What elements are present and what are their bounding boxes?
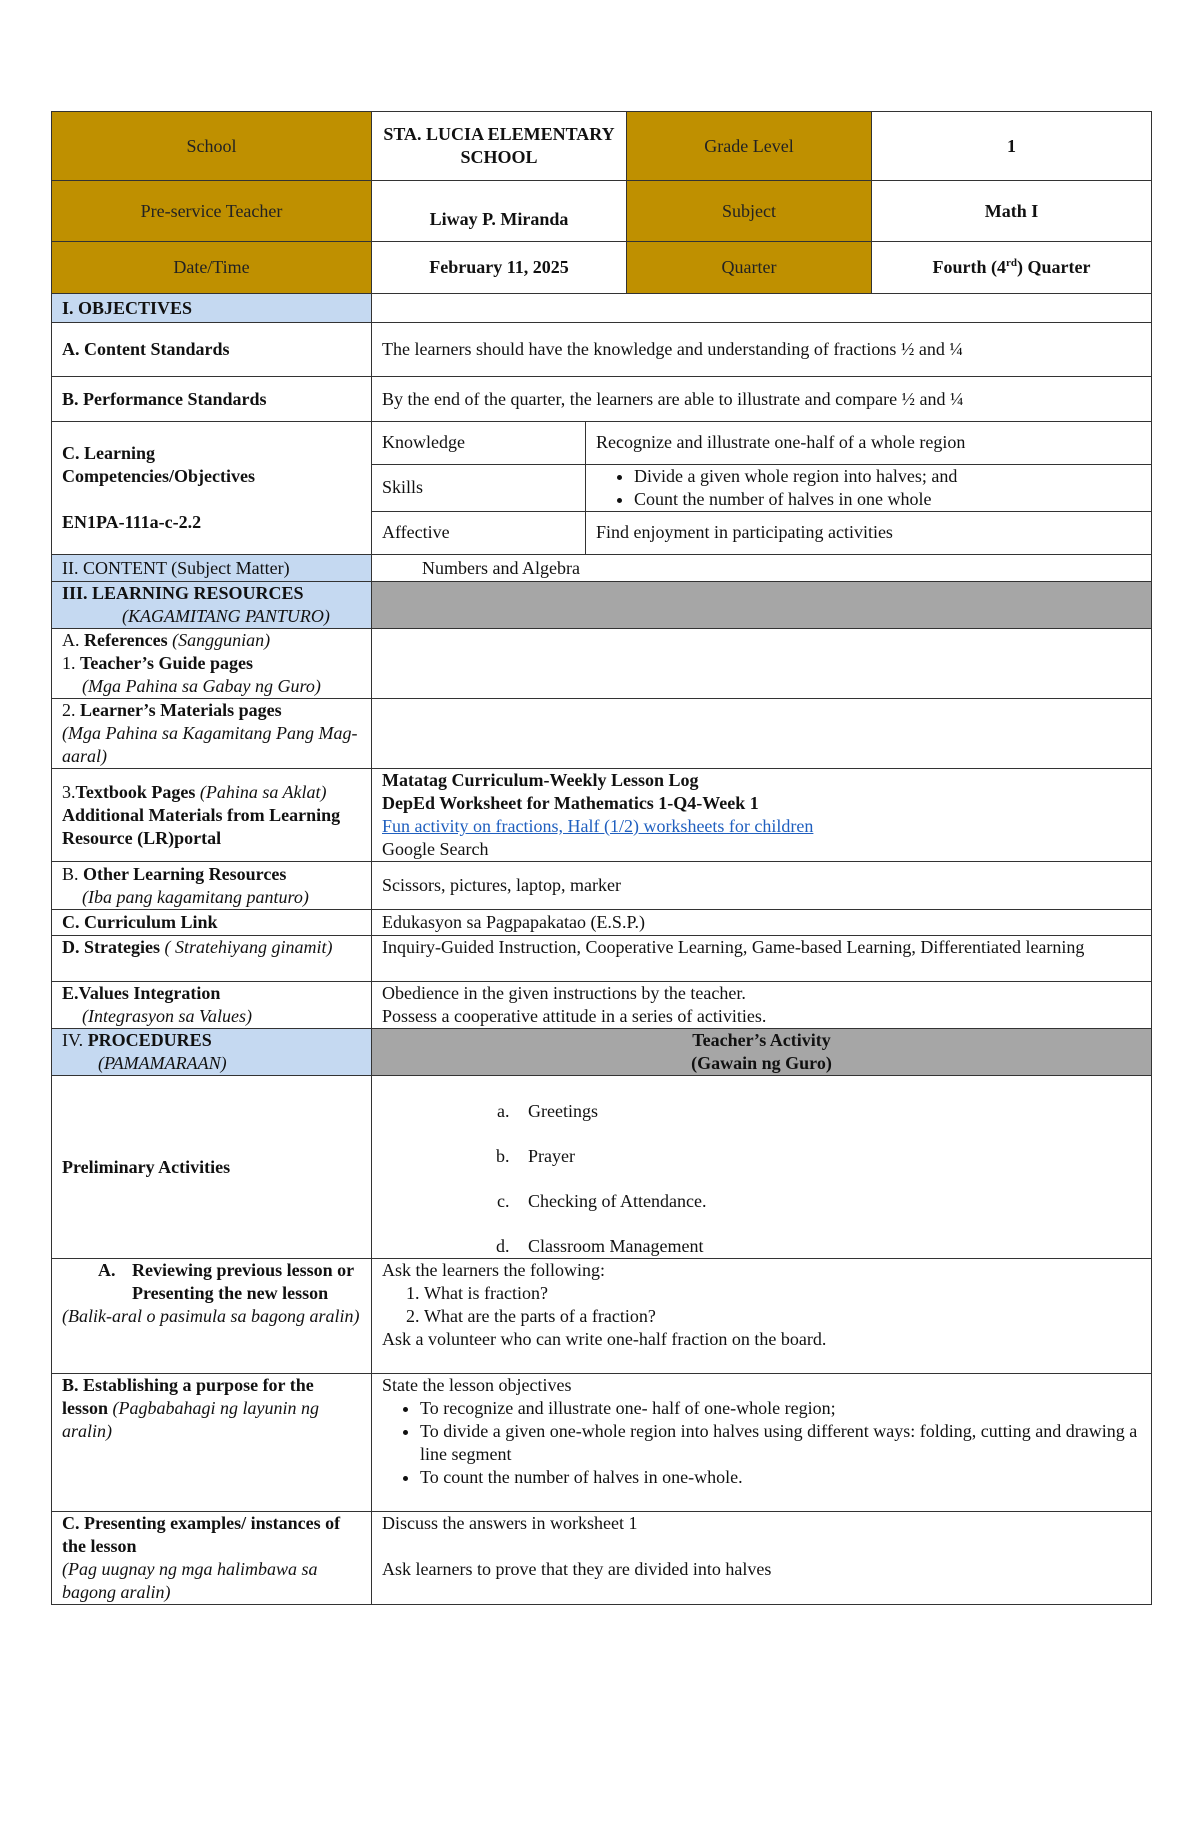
grade-level-label: Grade Level (627, 112, 872, 181)
header-row-teacher (52, 181, 1152, 242)
curriculum-link-label: C. Curriculum Link (52, 910, 372, 936)
competency-code: EN1PA-111a-c-2.2 (62, 512, 202, 532)
learners-materials-label: 2. Learner’s Materials pages (Mga Pahina sa Kagamitang Pang Mag-aaral) (52, 699, 372, 769)
grade-level-value: 1 (872, 112, 1152, 181)
procedures-heading-row (52, 1029, 1152, 1076)
purpose-value: State the lesson objectives • To recognize and illustrate one- half of one-whole region; • To divide a given one-whole region into halves using different ways: folding, cutting and drawing a line segment • To count the number of halves in one-whole. (372, 1374, 1152, 1512)
review-label: A. Reviewing previous lesson or Presenting the new lesson (Balik-aral o pasimula sa bagong aralin) (52, 1259, 372, 1374)
date-value: February 11, 2025 (372, 242, 627, 294)
references-row (52, 629, 1152, 699)
other-resources-row (52, 862, 1152, 910)
textbook-label: 3.Textbook Pages (Pahina sa Aklat) Additional Materials from Learning Resource (LR)portal (52, 769, 372, 862)
teacher-value: Liway P. Miranda (372, 181, 627, 242)
examples-value: Discuss the answers in worksheet 1 Ask learners to prove that they are divided into halves (372, 1512, 1152, 1605)
school-value: STA. LUCIA ELEMENTARY SCHOOL (372, 112, 627, 181)
preliminary-value (372, 1076, 1152, 1259)
preliminary-item: d. Classroom Management (514, 1235, 1141, 1258)
performance-standards-value: By the end of the quarter, the learners are able to illustrate and compare ½ and ¼ (372, 377, 1152, 422)
preliminary-item: a. Greetings (514, 1100, 1141, 1123)
content-standards-value: The learners should have the knowledge and understanding of fractions ½ and ¼ (372, 323, 1152, 377)
worksheet-link[interactable]: Fun activity on fractions, Half (1/2) worksheets for children (382, 816, 814, 836)
date-label: Date/Time (52, 242, 372, 294)
values-integration-value: Obedience in the given instructions by the teacher. Possess a cooperative attitude in a series of activities. (372, 982, 1152, 1029)
curriculum-link-row (52, 910, 1152, 936)
textbook-row (52, 769, 1152, 862)
other-resources-label: B. Other Learning Resources (Iba pang kagamitang panturo) (52, 862, 372, 910)
content-standards-label: A. Content Standards (52, 323, 372, 377)
values-integration-label: E.Values Integration (Integrasyon sa Values) (52, 982, 372, 1029)
performance-standards-row (52, 377, 1152, 422)
purpose-item: • To recognize and illustrate one- half of one-whole region; (420, 1397, 1141, 1420)
knowledge-value: Recognize and illustrate one-half of a whole region (586, 422, 1152, 464)
preliminary-label: Preliminary Activities (52, 1076, 372, 1259)
review-item: 2. What are the parts of a fraction? (424, 1305, 1141, 1328)
strategies-value: Inquiry-Guided Instruction, Cooperative Learning, Game-based Learning, Differentiated learning (372, 936, 1152, 982)
preliminary-row (52, 1076, 1152, 1259)
lesson-log-table (51, 111, 1152, 1605)
skills-item: • Count the number of halves in one whole (634, 488, 1141, 511)
header-row-school (52, 112, 1152, 181)
resources-heading: III. LEARNING RESOURCES (KAGAMITANG PANTURO) (52, 582, 372, 629)
purpose-item: • To divide a given one-whole region into halves using different ways: folding, cutting and drawing a line segment (420, 1420, 1141, 1466)
learners-materials-row (52, 699, 1152, 769)
affective-label: Affective (372, 511, 586, 554)
skills-label: Skills (372, 464, 586, 511)
values-integration-row (52, 982, 1152, 1029)
subject-label: Subject (627, 181, 872, 242)
other-resources-value: Scissors, pictures, laptop, marker (372, 862, 1152, 910)
knowledge-label: Knowledge (372, 422, 586, 464)
curriculum-link-value: Edukasyon sa Pagpapakatao (E.S.P.) (372, 910, 1152, 936)
content-standards-row (52, 323, 1152, 377)
content-value: Numbers and Algebra (372, 555, 1152, 582)
review-item: 1. What is fraction? (424, 1282, 1141, 1305)
competencies-grid (372, 422, 1152, 555)
strategies-label: D. Strategies ( Stratehiyang ginamit) (52, 936, 372, 982)
content-label: II. CONTENT (Subject Matter) (52, 555, 372, 582)
purpose-item: • To count the number of halves in one-whole. (420, 1466, 1141, 1489)
references-label: A. References (Sanggunian) 1. Teacher’s Guide pages (Mga Pahina sa Gabay ng Guro) (52, 629, 372, 699)
affective-value: Find enjoyment in participating activities (586, 511, 1152, 554)
teacher-label: Pre-service Teacher (52, 181, 372, 242)
content-row (52, 555, 1152, 582)
performance-standards-label: B. Performance Standards (52, 377, 372, 422)
preliminary-item: b. Prayer (514, 1145, 1141, 1168)
teacher-activity-heading: Teacher’s Activity (Gawain ng Guro) (372, 1029, 1152, 1076)
resources-heading-row (52, 582, 1152, 629)
examples-row (52, 1512, 1152, 1605)
examples-label: C. Presenting examples/ instances of the lesson (Pag uugnay ng mga halimbawa sa bagong aralin) (52, 1512, 372, 1605)
header-row-date (52, 242, 1152, 294)
competencies-row (52, 422, 1152, 555)
quarter-value: Fourth (4rd) Quarter (872, 242, 1152, 294)
purpose-row (52, 1374, 1152, 1512)
purpose-label: B. Establishing a purpose for the lesson (Pagbabahagi ng layunin ng aralin) (52, 1374, 372, 1512)
quarter-label: Quarter (627, 242, 872, 294)
review-value: Ask the learners the following: 1. What is fraction? 2. What are the parts of a fraction? Ask a volunteer who can write one-half fraction on the board. (372, 1259, 1152, 1374)
preliminary-item: c. Checking of Attendance. (514, 1190, 1141, 1213)
procedures-heading: IV. PROCEDURES (PAMAMARAAN) (52, 1029, 372, 1076)
skills-item: • Divide a given whole region into halves; and (634, 465, 1141, 488)
competencies-label: C. Learning Competencies/Objectives EN1PA-111a-c-2.2 (52, 422, 372, 555)
objectives-heading: I. OBJECTIVES (52, 294, 372, 323)
strategies-row (52, 936, 1152, 982)
skills-value (586, 464, 1152, 511)
review-row (52, 1259, 1152, 1374)
school-label: School (52, 112, 372, 181)
textbook-value: Matatag Curriculum-Weekly Lesson Log DepEd Worksheet for Mathematics 1-Q4-Week 1 Fun activity on fractions, Half (1/2) worksheets for children Google Search (372, 769, 1152, 862)
objectives-heading-row (52, 294, 1152, 323)
subject-value: Math I (872, 181, 1152, 242)
